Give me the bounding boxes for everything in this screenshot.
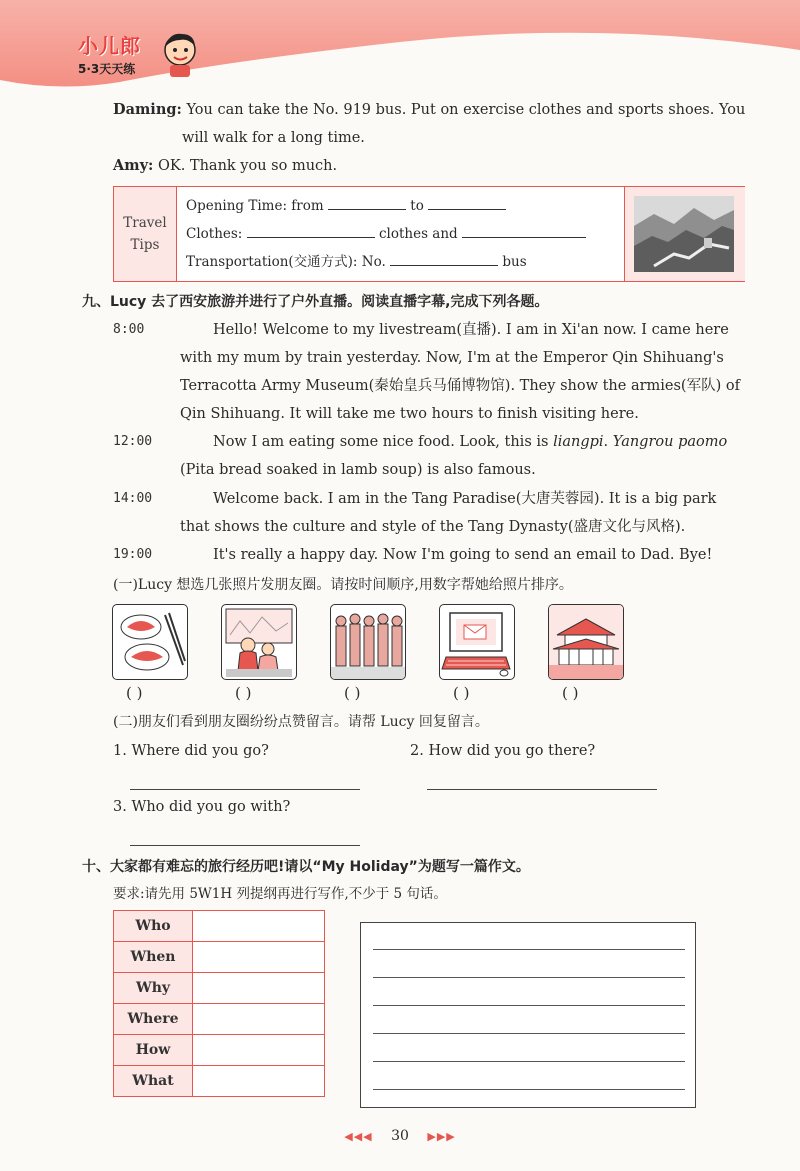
logo-title: 小儿郎 [78,34,141,58]
outline-value-where[interactable] [193,1004,325,1035]
terracotta-army-photo [330,604,406,680]
opening-time-label: Opening Time: from [186,198,324,214]
entry-1900-line1: It's really a happy day. Now I'm going to send an email to Dad. Bye! [213,547,713,563]
part1-instruction: (一)Lucy 想选几张照片发朋友圈。请按时间顺序,用数字帮她给照片排序。 [113,577,573,593]
outline-key-who: Who [114,911,193,942]
page-footer [0,1128,800,1144]
tips-label-line1: Travel [123,215,167,231]
page-number: 30 [391,1128,409,1144]
next-arrows-icon: ▶▶▶ [427,1130,456,1143]
photo-order-answer-1[interactable]: ( ) [126,684,143,702]
entry-1200-paomo: Yangrou paomo [612,434,728,450]
question-1: 1. Where did you go? [113,743,269,759]
great-wall-photo-icon [634,196,734,272]
logo-subtitle: 5·3天天练 [78,62,136,76]
outline-key-why: Why [114,973,193,1004]
time-1900: 19:00 [113,547,153,562]
table-row [114,1004,325,1035]
outline-value-what[interactable] [193,1066,325,1097]
entry-1200-line2: (Pita bread soaked in lamb soup) is also famous. [180,462,536,478]
entry-0800-line1: Hello! Welcome to my livestream(直播). I am in Xi'an now. I came here [213,322,729,338]
writing-line[interactable] [373,949,685,950]
writing-line[interactable] [373,1061,685,1062]
section9-heading: 九、Lucy 去了西安旅游并进行了户外直播。阅读直播字幕,完成下列各题。 [82,294,549,310]
section10-requirement: 要求:请先用 5W1H 列提纲再进行写作,不少于 5 句话。 [113,886,447,902]
question-3: 3. Who did you go with? [113,799,291,815]
outline-key-how: How [114,1035,193,1066]
transport-label: Transportation(交通方式): No. [186,254,386,270]
table-row [114,1066,325,1097]
prev-arrows-icon: ◀◀◀ [344,1130,373,1143]
tips-photo-cell [624,187,745,281]
part2-instruction: (二)朋友们看到朋友圈纷纷点赞留言。请帮 Lucy 回复留言。 [113,714,489,730]
table-row [114,973,325,1004]
table-row [114,1035,325,1066]
bus-number-blank[interactable] [390,251,498,266]
photo-order-answer-2[interactable]: ( ) [235,684,252,702]
train-trip-photo [221,604,297,680]
table-row [114,911,325,942]
outline-value-why[interactable] [193,973,325,1004]
table-row [114,942,325,973]
daming-line2: will walk for a long time. [182,130,365,146]
speaker-amy: Amy: [113,157,154,174]
travel-tips-box [113,186,745,282]
dialogue-daming [113,100,745,120]
entry-0800-line3: Terracotta Army Museum(秦始皇兵马俑博物馆). They show the armies(军队) of [180,378,740,394]
clothes-and-label: clothes and [378,226,458,242]
bus-label: bus [502,254,527,270]
logo [78,30,141,77]
opening-to-label: to [410,198,424,214]
mascot-icon [160,28,200,78]
entry-0800-line2: with my mum by train yesterday. Now, I'm at the Emperor Qin Shihuang's [180,350,724,366]
time-1200: 12:00 [113,434,153,449]
composition-writing-box[interactable] [360,922,696,1108]
writing-line[interactable] [373,1005,685,1006]
opening-to-blank[interactable] [428,195,506,210]
entry-0800-line4: Qin Shihuang. It will take me two hours to finish visiting here. [180,406,639,422]
writing-line[interactable] [373,977,685,978]
photo-order-answer-3[interactable]: ( ) [344,684,361,702]
photo-order-answer-4[interactable]: ( ) [453,684,470,702]
dialogue-amy [113,156,337,176]
time-1400: 14:00 [113,491,153,506]
answer-line-1[interactable] [130,789,360,790]
outline-value-who[interactable] [193,911,325,942]
tang-palace-photo [548,604,624,680]
tips-row-opening [186,195,506,216]
food-plates-photo [112,604,188,680]
clothes-label: Clothes: [186,226,243,242]
travel-tips-label [114,187,177,281]
outline-key-when: When [114,942,193,973]
opening-from-blank[interactable] [328,195,406,210]
entry-1200-line1 [213,432,727,452]
entry-1200-text-c: . [603,434,613,450]
outline-key-what: What [114,1066,193,1097]
5w1h-outline-table [113,910,325,1097]
speaker-daming: Daming: [113,101,182,118]
answer-line-2[interactable] [427,789,657,790]
entry-1400-line2: that shows the culture and style of the Tang Dynasty(盛唐文化与风格). [180,519,686,535]
entry-1400-line1: Welcome back. I am in the Tang Paradise(大唐芙蓉园). It is a big park [213,491,717,507]
writing-line[interactable] [373,1033,685,1034]
entry-1200-text-a: Now I am eating some nice food. Look, this is [213,434,554,450]
question-2: 2. How did you go there? [410,743,596,759]
writing-line[interactable] [373,1089,685,1090]
entry-1200-liangpi: liangpi [553,434,604,450]
outline-value-how[interactable] [193,1035,325,1066]
section10-heading: 十、大家都有难忘的旅行经历吧!请以“My Holiday”为题写一篇作文。 [82,859,530,875]
time-0800: 8:00 [113,322,145,337]
clothes-blank-1[interactable] [247,223,375,238]
tips-label-line2: Tips [130,237,160,253]
clothes-blank-2[interactable] [462,223,586,238]
daming-line1: You can take the No. 919 bus. Put on exercise clothes and sports shoes. You [186,102,746,118]
photo-order-answer-5[interactable]: ( ) [562,684,579,702]
tips-row-transport [186,251,527,272]
tips-row-clothes [186,223,586,244]
answer-line-3[interactable] [130,845,360,846]
outline-key-where: Where [114,1004,193,1035]
email-computer-photo [439,604,515,680]
amy-line1: OK. Thank you so much. [157,158,338,174]
outline-value-when[interactable] [193,942,325,973]
